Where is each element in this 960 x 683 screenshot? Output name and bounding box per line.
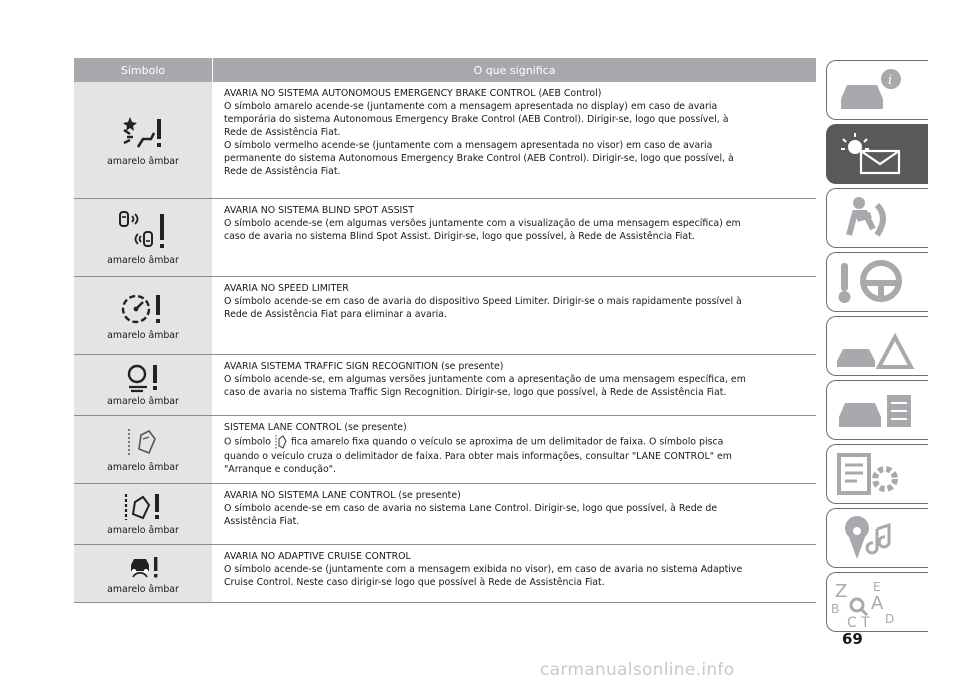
description-cell [212, 484, 816, 544]
index-letter: D [885, 612, 895, 626]
symbol-color-label: amarelo âmbar [107, 583, 179, 595]
row-title: AVARIA NO SISTEMA LANE CONTROL (se presente) [224, 490, 461, 501]
desc-line: O símbolo acende-se (juntamente com a mensagem exibida no visor), em caso de avaria no sistema Adaptive [224, 564, 743, 575]
row-title: SISTEMA LANE CONTROL (se presente) [224, 422, 407, 433]
description-cell [212, 82, 816, 198]
multimedia-icon [827, 509, 927, 567]
desc-line: O símbolo vermelho acende-se (juntamente com a mensagem apresentada no visor) em caso de avaria [224, 140, 713, 151]
description-cell [212, 277, 816, 354]
desc-line: permanente do sistema Autonomous Emergency Brake Control (AEB Control). Dirigir-se, logo que possível, à [224, 153, 734, 164]
tab-index[interactable] [826, 572, 928, 632]
car-info-icon [827, 61, 927, 119]
svg-text:i: i [888, 73, 893, 88]
breakdown-triangle-icon [827, 317, 927, 375]
desc-line [224, 434, 808, 450]
airbag-person-icon [827, 189, 927, 247]
tab-starting-driving[interactable] [826, 252, 928, 312]
blind-spot-warning-icon [116, 210, 170, 252]
row-title: AVARIA NO SISTEMA BLIND SPOT ASSIST [224, 205, 414, 216]
desc-text-post: fica amarelo fixa quando o veículo se aproxima de um delimitador de faixa. O símbolo pisca [291, 436, 724, 448]
description-cell [212, 416, 816, 483]
symbol-cell [74, 416, 212, 483]
row-title: AVARIA NO SPEED LIMITER [224, 283, 349, 294]
key-steering-wheel-icon [827, 253, 927, 311]
header-meaning: O que significa [212, 58, 816, 82]
lane-control-inline-icon [275, 434, 287, 450]
warning-light-envelope-icon [827, 125, 927, 183]
desc-line: caso de avaria no sistema Traffic Sign Recognition. Dirigir-se, logo que possível, à Rede de Assistência Fiat. [224, 387, 727, 398]
desc-line: "Arranque e condução". [224, 464, 336, 475]
desc-line: O símbolo acende-se (em algumas versões juntamente com a visualização de uma mensagem específica) em [224, 218, 741, 229]
lane-control-warning-icon [121, 492, 165, 522]
description-cell [212, 545, 816, 602]
row-title: AVARIA SISTEMA TRAFFIC SIGN RECOGNITION (se presente) [224, 361, 504, 372]
row-title: AVARIA NO SISTEMA AUTONOMOUS EMERGENCY BRAKE CONTROL (AEB Control) [224, 88, 602, 99]
table-row [74, 484, 816, 545]
car-service-icon [827, 381, 927, 439]
aeb-warning-icon [116, 113, 170, 153]
tab-safety[interactable] [826, 188, 928, 248]
desc-line: O símbolo amarelo acende-se (juntamente com a mensagem apresentada no display) em caso de avaria [224, 101, 718, 112]
symbol-cell [74, 545, 212, 602]
table-row [74, 82, 816, 199]
index-letters-icon [827, 573, 927, 631]
symbol-cell [74, 355, 212, 415]
index-letter: A [871, 593, 884, 614]
desc-line: Rede de Assistência Fiat para eliminar a avaria. [224, 309, 447, 320]
adaptive-cruise-warning-icon [123, 553, 163, 581]
tab-multimedia[interactable] [826, 508, 928, 568]
description-cell [212, 199, 816, 276]
symbol-cell [74, 199, 212, 276]
desc-line: Cruise Control. Neste caso dirigir-se logo que possível à Rede de Assistência Fiat. [224, 577, 605, 588]
lane-control-icon [123, 427, 163, 459]
header-symbol: Símbolo [120, 63, 166, 77]
desc-line: O símbolo acende-se, em algumas versões juntamente com a apresentação de uma mensagem específica, em [224, 374, 746, 385]
table-row [74, 416, 816, 484]
symbol-color-label: amarelo âmbar [107, 329, 179, 341]
desc-line: O símbolo acende-se em caso de avaria no sistema Lane Control. Dirigir-se, logo que possível, à Rede de [224, 503, 718, 514]
tab-maintenance[interactable] [826, 380, 928, 440]
table-row [74, 199, 816, 277]
symbol-cell [74, 277, 212, 354]
row-title: AVARIA NO ADAPTIVE CRUISE CONTROL [224, 551, 411, 562]
symbol-color-label: amarelo âmbar [107, 254, 179, 266]
desc-line: Assistência Fiat. [224, 516, 300, 527]
symbol-color-label: amarelo âmbar [107, 525, 179, 536]
symbol-cell [74, 484, 212, 544]
index-letter: C [847, 615, 857, 631]
desc-line: Rede de Assistência Fiat. [224, 166, 341, 177]
watermark: carmanualsonline.info [540, 660, 735, 680]
symbol-color-label: amarelo âmbar [107, 396, 179, 407]
tab-technical-data[interactable] [826, 444, 928, 504]
index-letter: T [861, 615, 870, 631]
specs-gear-icon [827, 445, 927, 503]
page-number: 69 [842, 630, 863, 648]
index-letter: B [831, 602, 840, 616]
desc-line: Rede de Assistência Fiat. [224, 127, 341, 138]
table-row [74, 277, 816, 355]
tab-car-info[interactable] [826, 60, 928, 120]
index-letter: E [873, 580, 881, 594]
traffic-sign-warning-icon [123, 363, 163, 393]
symbol-cell [74, 82, 212, 198]
desc-line: O símbolo acende-se em caso de avaria do dispositivo Speed Limiter. Dirigir-se o mais rapidamente possível à [224, 296, 742, 307]
desc-text-pre: O símbolo [224, 436, 272, 448]
tab-emergency[interactable] [826, 316, 928, 376]
description-cell [212, 355, 816, 415]
desc-line: temporária do sistema Autonomous Emergency Brake Control (AEB Control). Dirigir-se, logo que possível, à [224, 114, 729, 125]
symbol-color-label: amarelo âmbar [107, 156, 179, 167]
table-row [74, 545, 816, 603]
symbol-color-label: amarelo âmbar [107, 461, 179, 473]
speed-limiter-warning-icon [118, 291, 168, 327]
desc-line: caso de avaria no sistema Blind Spot Assist. Dirigir-se, logo que possível, à Rede de Assistência Fiat. [224, 231, 695, 242]
tab-warning-lights[interactable] [826, 124, 928, 184]
index-letter: Z [835, 581, 848, 602]
table-header [74, 58, 816, 82]
symbol-table [74, 58, 816, 603]
desc-line: quando o veículo cruza o delimitador de faixa. Para obter mais informações, consultar "LANE CONTROL" em [224, 451, 732, 462]
table-row [74, 355, 816, 416]
